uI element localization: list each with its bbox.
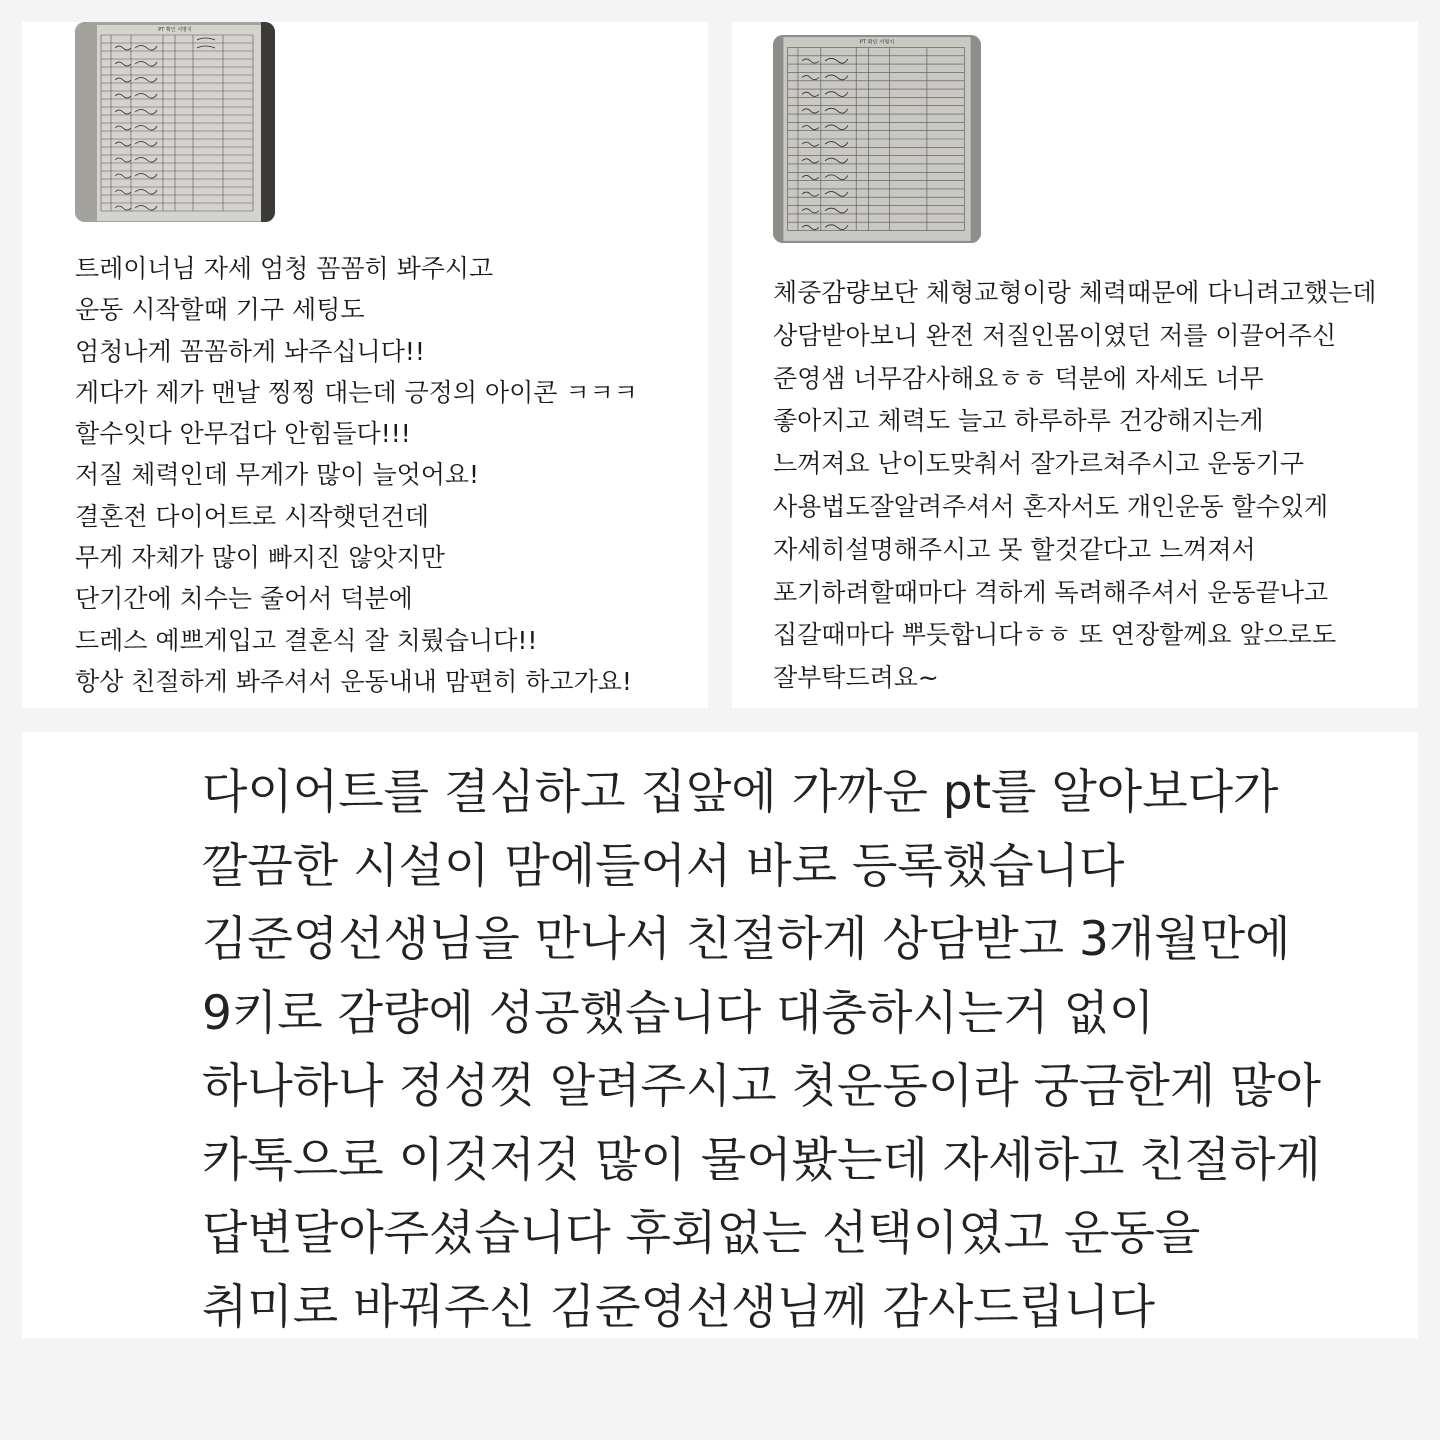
review-line: 엄청나게 꼼꼼하게 놔주십니다!! (75, 336, 425, 366)
review-text-3 (202, 756, 1321, 1338)
sign-sheet-photo-1[interactable] (75, 22, 275, 222)
review-line: 할수잇다 안무겁다 안힘들다!!! (75, 419, 411, 449)
review-line: 다이어트를 결심하고 집앞에 가까운 pt를 알아보다가 (202, 765, 1279, 820)
review-line: 포기하려할때마다 격하게 독려해주셔서 운동끝나고 (773, 577, 1329, 607)
sign-sheet-image (773, 35, 981, 243)
review-line: 게다가 제가 맨날 찡찡 대는데 긍정의 아이콘 ㅋㅋㅋ (75, 377, 638, 407)
review-line: 카톡으로 이것저것 많이 물어봤는데 자세하고 친절하게 (202, 1132, 1321, 1188)
review-line: 취미로 바꿔주신 김준영선생님께 감사드립니다 (202, 1279, 1155, 1335)
review-line: 저질 체력인데 무게가 많이 늘엇어요! (75, 460, 480, 490)
review-line: 트레이너님 자세 엄청 꼼꼼히 봐주시고 (75, 254, 494, 283)
review-card-1 (22, 22, 708, 708)
review-line: 체중감량보단 체형교형이랑 체력때문에 다니려고했는데 (773, 278, 1377, 307)
review-line: 깔끔한 시설이 맘에들어서 바로 등록했습니다 (202, 838, 1125, 894)
review-line: 자세히설명해주시고 못 할것같다고 느껴져서 (773, 534, 1256, 564)
review-line: 드레스 예쁘게입고 결혼식 잘 치뤘습니다!! (75, 625, 538, 655)
review-line: 사용법도잘알려주셔서 혼자서도 개인운동 할수있게 (773, 491, 1329, 521)
sheet-title: PT 확인 서명지 (859, 39, 895, 46)
review-line: 상담받아보니 완전 저질인몸이였던 저를 이끌어주신 (773, 320, 1337, 350)
review-text-2 (773, 272, 1376, 700)
review-line: 항상 친절하게 봐주셔서 운동내내 맘편히 하고가요! (75, 666, 632, 696)
review-line: 좋아지고 체력도 늘고 하루하루 건강해지는게 (773, 406, 1264, 436)
review-card-3 (22, 732, 1418, 1338)
review-line: 운동 시작할때 기구 세팅도 (75, 295, 365, 325)
review-line: 잘부탁드려요~ (773, 663, 939, 693)
review-card-2 (732, 22, 1418, 708)
review-line: 준영샘 너무감사해요ㅎㅎ 덕분에 자세도 너무 (773, 363, 1264, 393)
review-line: 무게 자체가 많이 빠지진 않앗지만 (75, 543, 445, 573)
review-line: 집갈때마다 뿌듯합니다ㅎㅎ 또 연장할께요 앞으로도 (773, 620, 1337, 650)
review-line: 단기간에 치수는 줄어서 덕분에 (75, 584, 413, 614)
review-line: 김준영선생님을 만나서 친절하게 상담받고 3개월만에 (202, 912, 1291, 967)
sign-sheet-image (75, 22, 275, 222)
review-text-1 (75, 248, 638, 702)
review-line: 하나하나 정성껏 알려주시고 첫운동이라 궁금한게 많아 (202, 1059, 1321, 1114)
review-line: 답변달아주셨습니다 후회없는 선택이였고 운동을 (202, 1206, 1201, 1261)
review-line: 9키로 감량에 성공했습니다 대충하시는거 없이 (202, 985, 1155, 1041)
review-line: 결혼전 다이어트로 시작햇던건데 (75, 501, 429, 531)
sign-sheet-photo-2[interactable] (773, 35, 981, 243)
review-line: 느껴져요 난이도맞춰서 잘가르쳐주시고 운동기구 (773, 449, 1304, 479)
sheet-title: PT 확인 서명지 (158, 27, 192, 33)
